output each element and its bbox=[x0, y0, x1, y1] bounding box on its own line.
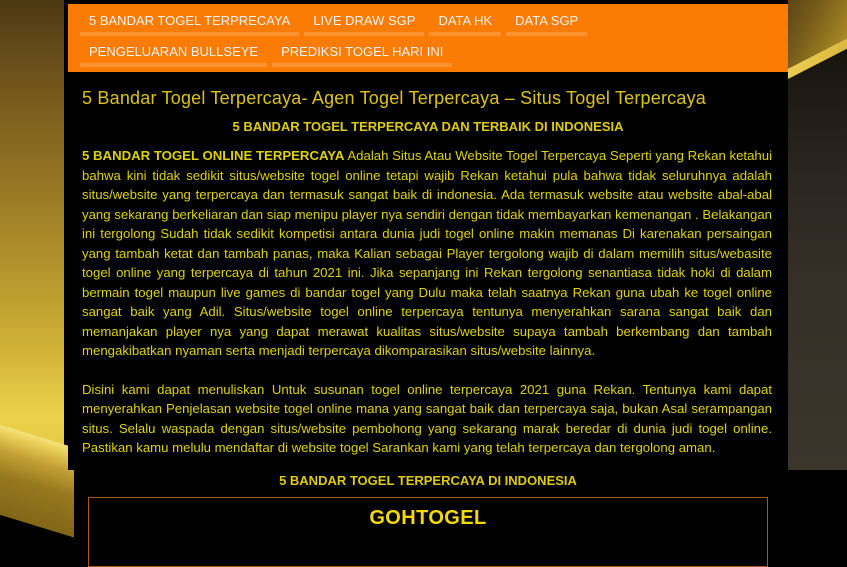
main-content bbox=[68, 0, 788, 529]
section-heading: 5 BANDAR TOGEL TERPERCAYA DI INDONESIA bbox=[279, 472, 577, 488]
paragraph-intro-text: Adalah Situs Atau Website Togel Terpercaya Seperti yang Rekan ketahui bahwa kini tidak sedikit situs/website togel online tetapi wajib Rekan ketahui pula bahwa tidak seluruhnya adalah situs/website yang terpercaya dan termasuk sangat baik di indonesia. Ada termasuk website atau website abal-abal yang sekarang berkeliaran dan siap menipu player nya sendiri dengan tidak membayarkan kemenangan . Belakangan ini tergolong Sudah tidak sedikit kompetisi antara dunia judi togel online makin memanas Di karenakan persaingan yang tambah ketat dan tambah panas, maka Kalian sebagai Player tergolong wajib di dalam memilih situs/webasite togel online yang terpercaya di tahun 2021 ini. Jika sepanjang ini Rekan tergolong senantiasa tidak hoki di dalam bermain togel maupun live games di bandar togel yang Dulu maka telah saatnya Rekan guna ubah ke togel online sangat baik yang Adil. Situs/website togel online terpercaya tentunya menyerahkan sarana sangat baik dan memanjakan player nya yang dapat merawat kualitas situs/website supaya tambah berkembang dan tambah mengakibatkan nyaman serta menjadi terpercaya dikomparasikan situs/website lainnya. bbox=[82, 148, 772, 358]
nav-item-5-bandar-togel[interactable]: 5 BANDAR TOGEL TERPRECAYA bbox=[80, 9, 299, 36]
nav-item-prediksi-togel-hari-ini[interactable]: PREDIKSI TOGEL HARI INI bbox=[272, 40, 452, 67]
paragraph-intro-lead: 5 BANDAR TOGEL ONLINE TERPERCAYA bbox=[82, 148, 345, 163]
page-subtitle: 5 BANDAR TOGEL TERPERCAYA DAN TERBAIK DI INDONESIA bbox=[232, 119, 624, 134]
main-nav bbox=[68, 4, 788, 72]
paragraph-intro bbox=[82, 146, 772, 361]
gohtogel-link[interactable]: GOHTOGEL bbox=[369, 506, 487, 529]
gold-drape-left bbox=[0, 0, 64, 470]
paragraph-recommendation: Disini kami dapat menuliskan Untuk susunan togel online terpercaya 2021 guna Rekan. Tentunya kami dapat menyerahkan Penjelasan website togel online mana yang sangat baik dan terpercaya saja, bukan Asal serampangan situs. Selalu waspada dengan situs/website pembohong yang sekarang marak beredar di dunia judi togel online. Pastikan kamu melulu mendaftar di website togel Sarankan kami yang telah terpercaya dan tergolong aman. bbox=[82, 381, 772, 455]
nav-item-data-hk[interactable]: DATA HK bbox=[429, 9, 501, 36]
gold-drape-left-fold bbox=[0, 423, 74, 537]
site-card-gohtogel bbox=[88, 497, 768, 567]
nav-item-live-draw-sgp[interactable]: LIVE DRAW SGP bbox=[304, 9, 424, 36]
nav-item-data-sgp[interactable]: DATA SGP bbox=[506, 9, 587, 36]
page-title: 5 Bandar Togel Terpercaya- Agen Togel Terpercaya – Situs Togel Terpercaya bbox=[82, 88, 706, 108]
nav-item-pengeluaran-bullseye[interactable]: PENGELUARAN BULLSEYE bbox=[80, 40, 267, 67]
